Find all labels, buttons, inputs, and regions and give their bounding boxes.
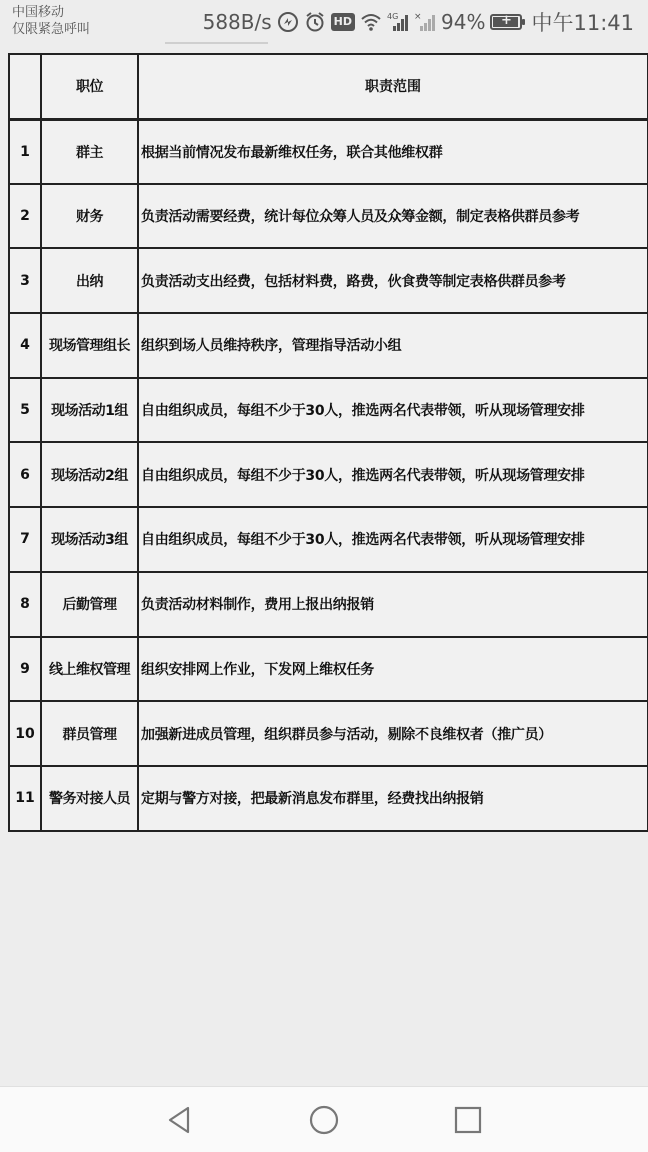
row-number: 8 [9, 572, 41, 637]
row-number: 10 [9, 701, 41, 766]
alarm-icon [304, 11, 326, 33]
svg-text:×: × [414, 12, 422, 22]
table-row [9, 378, 648, 443]
wifi-icon [360, 11, 382, 33]
data-saver-icon [277, 11, 299, 33]
table-row [9, 119, 648, 184]
home-icon[interactable] [308, 1104, 340, 1136]
table-row [9, 248, 648, 313]
row-number: 7 [9, 507, 41, 572]
header-responsibility: 职责范围 [138, 54, 648, 119]
back-icon[interactable] [164, 1104, 196, 1136]
table-row [9, 637, 648, 702]
row-position: 现场活动2组 [41, 442, 138, 507]
row-responsibility: 自由组织成员，每组不少于30人，推选两名代表带领，听从现场管理安排 [138, 507, 648, 572]
table-row [9, 184, 648, 249]
row-responsibility: 组织安排网上作业，下发网上维权任务 [138, 637, 648, 702]
recents-icon[interactable] [452, 1104, 484, 1136]
emergency-only-label: 仅限紧急呼叫 [12, 22, 91, 37]
row-position: 现场活动3组 [41, 507, 138, 572]
battery-percent: 94% [441, 10, 486, 34]
row-number: 4 [9, 313, 41, 378]
row-responsibility: 自由组织成员，每组不少于30人，推选两名代表带领，听从现场管理安排 [138, 378, 648, 443]
table-row [9, 442, 648, 507]
responsibility-table-container [8, 53, 647, 832]
row-number: 11 [9, 766, 41, 831]
signal-no-sim-icon [414, 11, 436, 33]
charging-plus-icon: + [501, 13, 512, 28]
table-row [9, 507, 648, 572]
table-header-row [9, 54, 648, 119]
table-row [9, 766, 648, 831]
row-responsibility: 负责活动材料制作，费用上报出纳报销 [138, 572, 648, 637]
table-row [9, 313, 648, 378]
row-number: 1 [9, 119, 41, 184]
clock: 中午11:41 [531, 11, 634, 35]
row-number: 2 [9, 184, 41, 249]
row-number: 3 [9, 248, 41, 313]
network-type-label: 4G [387, 12, 399, 21]
status-bar [0, 0, 648, 44]
table-row [9, 701, 648, 766]
carrier-info [12, 4, 90, 38]
carrier-name: 中国移动 [12, 5, 65, 20]
row-responsibility: 定期与警方对接，把最新消息发布群里，经费找出纳报销 [138, 766, 648, 831]
row-position: 群员管理 [41, 701, 138, 766]
hd-icon: HD [331, 13, 355, 31]
signal-4g-icon [387, 11, 409, 33]
row-responsibility: 组织到场人员维持秩序，管理指导活动小组 [138, 313, 648, 378]
row-number: 5 [9, 378, 41, 443]
row-responsibility: 根据当前情况发布最新维权任务，联合其他维权群 [138, 119, 648, 184]
header-position: 职位 [41, 54, 138, 119]
row-responsibility: 负责活动支出经费，包括材料费，路费，伙食费等制定表格供群员参考 [138, 248, 648, 313]
row-responsibility: 自由组织成员，每组不少于30人，推选两名代表带领，听从现场管理安排 [138, 442, 648, 507]
row-position: 财务 [41, 184, 138, 249]
row-position: 出纳 [41, 248, 138, 313]
row-position: 线上维权管理 [41, 637, 138, 702]
row-number: 6 [9, 442, 41, 507]
scroll-indicator [165, 42, 268, 44]
row-responsibility: 负责活动需要经费，统计每位众筹人员及众筹金额，制定表格供群员参考 [138, 184, 648, 249]
row-position: 现场管理组长 [41, 313, 138, 378]
network-speed: 588B/s [202, 10, 272, 34]
row-position: 警务对接人员 [41, 766, 138, 831]
table-body [9, 119, 648, 831]
table-row [9, 572, 648, 637]
responsibility-table [8, 53, 648, 832]
status-indicators [203, 7, 634, 37]
row-number: 9 [9, 637, 41, 702]
row-position: 群主 [41, 119, 138, 184]
row-position: 后勤管理 [41, 572, 138, 637]
header-number [9, 54, 41, 119]
navigation-bar [0, 1086, 648, 1152]
battery-icon [490, 14, 522, 30]
row-responsibility: 加强新进成员管理，组织群员参与活动，剔除不良维权者（推广员） [138, 701, 648, 766]
row-position: 现场活动1组 [41, 378, 138, 443]
